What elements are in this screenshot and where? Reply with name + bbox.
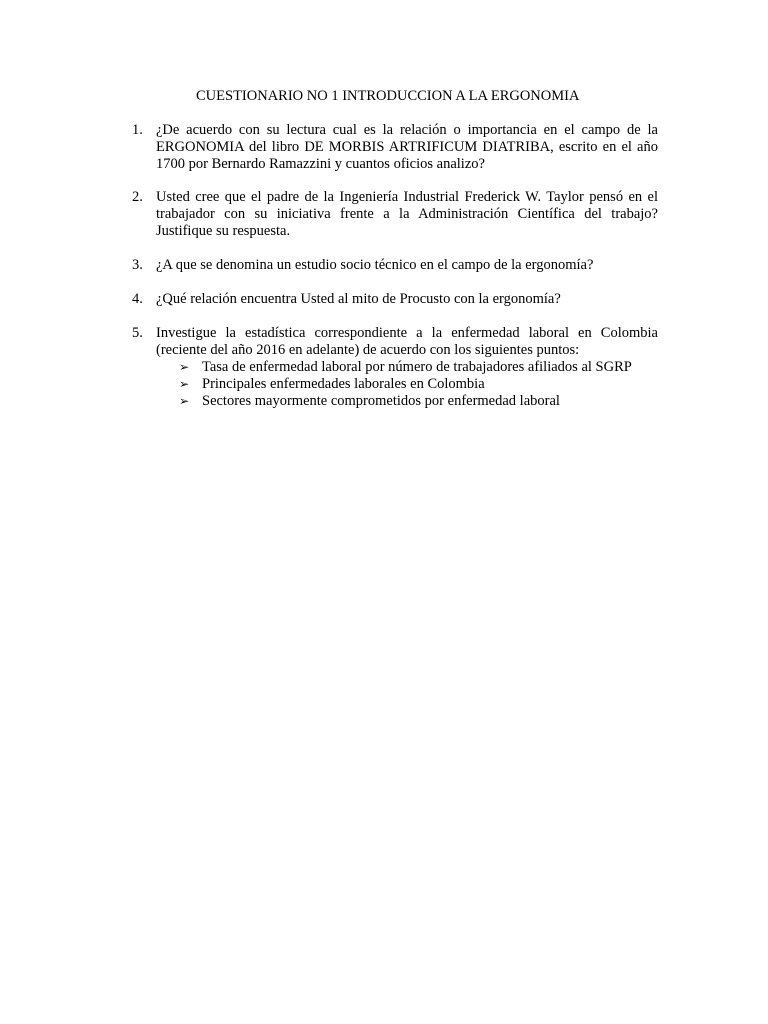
question-5 (132, 325, 658, 410)
bullet-item (179, 393, 658, 410)
question-text: ¿De acuerdo con su lectura cual es la relación o importancia en el campo de la ERGONOMIA del libro DE MORBIS ARTRIFICUM DIATRIBA, escrito en el año 1700 por Bernardo Ramazzini y cuantos oficios analizo? (156, 122, 658, 172)
bullet-text: Sectores mayormente comprometidos por enfermedad laboral (202, 393, 560, 409)
document-title: CUESTIONARIO NO 1 INTRODUCCION A LA ERGONOMIA (196, 88, 580, 104)
question-number: 4. (132, 291, 143, 307)
question-number: 3. (132, 257, 143, 273)
bullet-list (179, 359, 658, 410)
question-text: ¿Qué relación encuentra Usted al mito de Procusto con la ergonomía? (156, 291, 561, 307)
question-text: Investigue la estadística correspondiente a la enfermedad laboral en Colombia (reciente del año 2016 en adelante) de acuerdo con los siguientes puntos: (156, 325, 658, 358)
bullet-item (179, 376, 658, 393)
question-4 (132, 291, 658, 308)
arrow-bullet-icon: ➢ (179, 394, 190, 408)
question-number: 2. (132, 189, 143, 205)
question-1 (132, 122, 658, 173)
question-text: ¿A que se denomina un estudio socio técnico en el campo de la ergonomía? (156, 257, 594, 273)
bullet-text: Tasa de enfermedad laboral por número de trabajadores afiliados al SGRP (202, 359, 632, 375)
question-number: 5. (132, 325, 143, 341)
arrow-bullet-icon: ➢ (179, 360, 190, 374)
bullet-item (179, 359, 658, 376)
bullet-text: Principales enfermedades laborales en Colombia (202, 376, 485, 392)
question-3 (132, 257, 658, 274)
question-number: 1. (132, 122, 143, 138)
arrow-bullet-icon: ➢ (179, 377, 190, 391)
question-text: Usted cree que el padre de la Ingeniería Industrial Frederick W. Taylor pensó en el trabajador con su iniciativa frente a la Administración Científica del trabajo? Justifique su respuesta. (156, 189, 658, 239)
question-2 (132, 189, 658, 240)
